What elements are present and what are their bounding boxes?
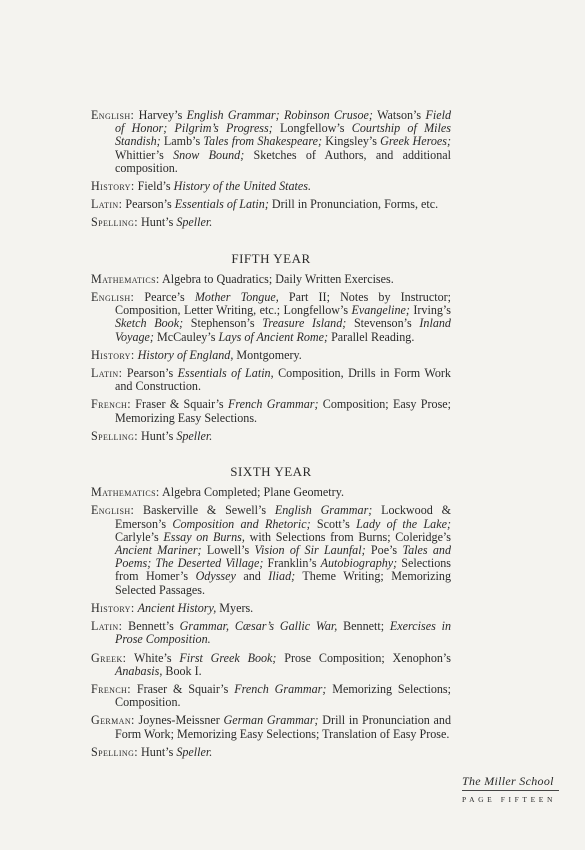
course-entry: German: Joynes-Meissner German Grammar; Drill in Pronunciation and Form Work; Memorizing Easy Selections; Translation of Easy Prose. [91, 713, 451, 741]
course-entry: English: Harvey’s English Grammar; Robinson Crusoe; Watson’s Field of Honor; Pilgrim’s Progress; Longfellow’s Courtship of Miles Standish; Lamb’s Tales from Shakespeare; Kingsley’s Greek Heroes; Whittier’s Snow Bound; Sketches of Authors, and additional composition. [91, 108, 451, 175]
course-entry: Latin: Pearson’s Essentials of Latin, Composition, Drills in Form Work and Construction. [91, 366, 451, 394]
year-heading: FIFTH YEAR [231, 250, 311, 266]
footer-page-number: PAGE FIFTEEN [462, 795, 556, 804]
course-entry: Mathematics: Algebra to Quadratics; Daily Written Exercises. [91, 271, 394, 286]
footer-rule [462, 790, 559, 791]
course-entry: Latin: Pearson’s Essentials of Latin; Drill in Pronunciation, Forms, etc. [91, 197, 439, 212]
course-entry: Latin: Bennett’s Grammar, Cæsar’s Gallic War, Bennett; Exercises in Prose Composition. [91, 619, 451, 647]
curriculum-text [91, 109, 451, 764]
year-heading: SIXTH YEAR [230, 464, 312, 480]
course-entry: English: Pearce’s Mother Tongue, Part II; Notes by Instructor; Composition, Letter Writing, etc.; Longfellow’s Evangeline; Irving’s Sketch Book; Stephenson’s Treasure Island; Stevenson’s Inland Voyage; McCauley’s Lays of Ancient Rome; Parallel Reading. [91, 290, 452, 344]
course-entry: English: Baskerville & Sewell’s English Grammar; Lockwood & Emerson’s Composition and Rhetoric; Scott’s Lady of the Lake; Carlyle’s Essay on Burns, with Selections from Burns; Coleridge’s Ancient Mariner; Lowell’s Vision of Sir Launfal; Poe’s Tales and Poems; The Deserted Village; Franklin’s Autobiography; Selections from Homer’s Odyssey and Iliad; Theme Writing; Memorizing Selected Passages. [91, 503, 452, 597]
course-entry: Spelling: Hunt’s Speller. [91, 744, 213, 759]
course-entry: Greek: White’s First Greek Book; Prose Composition; Xenophon’s Anabasis, Book I. [91, 650, 451, 678]
course-entry: Spelling: Hunt’s Speller. [91, 428, 213, 443]
course-entry: Spelling: Hunt’s Speller. [91, 215, 213, 230]
course-entry: French: Fraser & Squair’s French Grammar; Memorizing Selections; Composition. [91, 681, 451, 710]
course-entry: French: Fraser & Squair’s French Grammar; Composition; Easy Prose; Memorizing Easy Selections. [91, 397, 452, 425]
course-entry: History: Ancient History, Myers. [91, 600, 254, 615]
course-entry: History: Field’s History of the United States. [91, 179, 311, 194]
course-entry: History: History of England, Montgomery. [91, 347, 302, 362]
course-entry: Mathematics: Algebra Completed; Plane Geometry. [91, 485, 344, 500]
footer-school-name: The Miller School [462, 774, 554, 788]
